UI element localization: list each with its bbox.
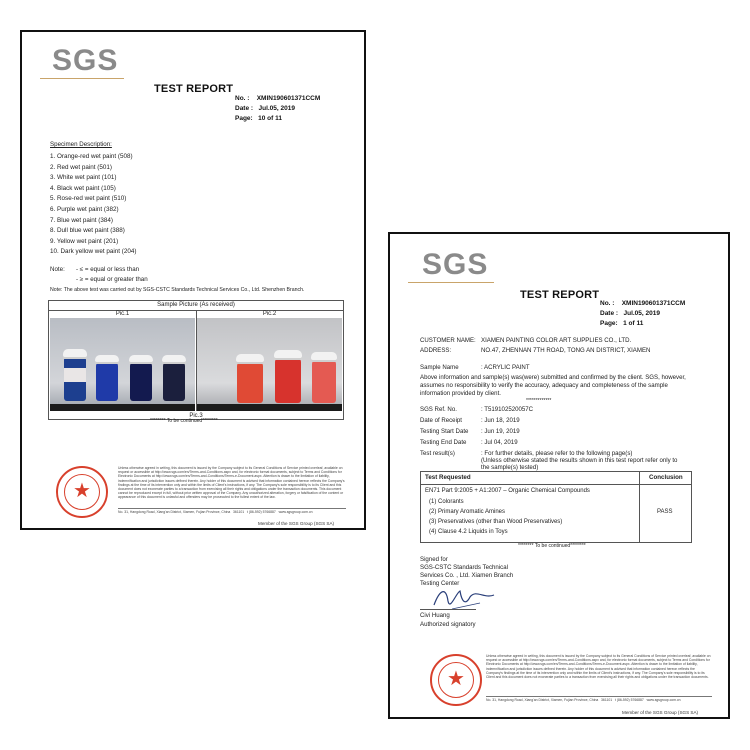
- end-value: : Jul 04, 2019: [481, 439, 518, 446]
- report-title: TEST REPORT: [154, 83, 234, 95]
- paint-jar: [275, 358, 301, 403]
- signature-line: [420, 609, 476, 610]
- table-row: EN71 Part 9:2005 + A1:2007 – Organic Chemical Compounds: [425, 488, 590, 494]
- list-item: 1. Orange-red wet paint (508): [50, 153, 133, 160]
- report-page: Page: 1 of 11: [600, 320, 644, 327]
- signed-line: Signed for: [420, 556, 448, 563]
- table-row: (2) Primary Aromatic Amines: [429, 509, 506, 515]
- address-value: NO.47, ZHENNAN 7TH ROAD, TONG AN DISTRICT, XIAMEN: [481, 347, 651, 354]
- list-item: 7. Blue wet paint (384): [50, 216, 114, 224]
- report-date: Date : Jul.05, 2019: [235, 105, 295, 112]
- star-icon: ★: [73, 480, 91, 502]
- report-page: Page: 10 of 11: [235, 115, 282, 122]
- list-item: 3. White wet paint (101): [50, 174, 117, 182]
- result-label: Test result(s): [420, 450, 455, 457]
- col-conclusion: Conclusion: [649, 474, 683, 481]
- continued-text: ******** To be continued********: [150, 418, 218, 424]
- result-line: the sample(s) tested): [481, 464, 539, 471]
- sample-picture-table: [48, 300, 344, 420]
- list-item: 6. Purple wet paint (382): [50, 205, 119, 213]
- ref-value: : T519102520057C: [481, 406, 534, 413]
- signer-title: Authorized signatory: [420, 621, 476, 628]
- paint-jar: [163, 362, 185, 401]
- disclaimer-line: Above information and sample(s) was(were) submitted and confirmed by the client. SGS, however,: [420, 374, 686, 381]
- paint-jar: [312, 360, 336, 403]
- footer-member: Member of the SGS Group (SGS SA): [622, 710, 699, 715]
- signer-name: Civi Huang: [420, 612, 450, 619]
- start-value: : Jun 19, 2019: [481, 428, 520, 435]
- pic2-label: Pic.2: [262, 311, 277, 317]
- paint-jar: [96, 362, 118, 401]
- stars-separator: *************: [526, 398, 552, 404]
- specimen-list: [50, 152, 136, 258]
- ruler: [197, 404, 342, 411]
- test-results-table: [420, 471, 692, 543]
- note-text: Note: The above test was carried out by SGS-CSTC Standards Technical Services Co., Ltd. Shenzhen Branch.: [50, 287, 305, 293]
- receipt-value: : Jun 18, 2019: [481, 417, 520, 424]
- table-row: (4) Clause 4.2 Liquids in Toys: [429, 529, 508, 535]
- address-label: ADDRESS:: [420, 347, 452, 354]
- report-date: Date : Jul.05, 2019: [600, 310, 660, 317]
- continued-text: ******** To be continued********: [518, 543, 586, 549]
- ref-label: SGS Ref. No.: [420, 406, 457, 413]
- sgs-logo: SGS: [422, 248, 489, 281]
- conclusion-value: PASS: [657, 509, 673, 515]
- footer-member: Member of the SGS Group (SGS SA): [258, 521, 335, 526]
- terms-fineprint: Unless otherwise agreed in writing, this document is issued by the Company subject to its General Conditions of Service printed overleaf, available on request or accessible at http://www.sgs.com/en/Terms-and-Conditions.aspx and, for electronic format documents, subject to Terms and Conditions for Electronic Documents at http://www.sgs.com/en/Terms-and-Conditions/Terms-e-Document.aspx. Attention is drawn to the limitation of liability, indemnification and jurisdiction issues defined therein. Any holder of this document is advised that information contained hereon reflects the Company's findings at the time of its intervention only and within the limits of Client's instructions, if any. The Company's sole responsibility is to its Client and this document does not exonerate parties to a transaction from exercising all their rights and obligations under the transaction documents.: [486, 654, 711, 680]
- sample-photo-1: [50, 318, 195, 411]
- signed-line: SGS-CSTC Standards Technical: [420, 564, 508, 571]
- star-icon: ★: [447, 668, 465, 690]
- table-row: (1) Colorants: [429, 499, 464, 505]
- paint-jar: [237, 362, 263, 403]
- footer-rule: [118, 508, 346, 509]
- customer-label: CUSTOMER NAME:: [420, 337, 476, 344]
- terms-fineprint: Unless otherwise agreed in writing, this document is issued by the Company subject to its General Conditions of Service printed overleaf, available on request or accessible at http://www.sgs.com/en/Terms-and-Conditions.aspx and, for electronic format documents, subject to Terms and Conditions for Electronic Documents at http://www.sgs.com/en/Terms-and-Conditions/Terms-e-Document.aspx. Attention is drawn to the limitation of liability, indemnification and jurisdiction issues defined therein. Any holder of this document is advised that information contained hereon reflects the Company's findings at the time of its intervention only and within the limits of Client's instructions, if any. The Company's sole responsibility is to its Client and this document does not exonerate parties to a transaction from exercising all their rights and obligations under the transaction documents. This document cannot be reproduced except in full, without prior written approval of the Company. Any unauthorized alteration, forgery or falsification of the content or appearance of this document is unlawful and offenders may be prosecuted to the fullest extent of the law.: [118, 466, 345, 500]
- report-number: No. : XMIN190601371CCM: [235, 95, 321, 102]
- list-item: 5. Rose-red wet paint (510): [50, 195, 127, 203]
- list-item: 9. Yellow wet paint (201): [50, 237, 119, 245]
- signed-line: Testing Center: [420, 580, 460, 587]
- list-item: 10. Dark yellow wet paint (204): [50, 248, 137, 256]
- disclaimer-line: assumes no responsibility to verify the accuracy, adequacy and completeness of the sample: [420, 382, 668, 389]
- result-line: (Unless otherwise stated the results shown in this test report refer only to: [481, 457, 678, 464]
- pic3-label: Pic.3: [189, 413, 203, 419]
- receipt-label: Date of Receipt: [420, 417, 463, 424]
- footer-rule: [486, 696, 712, 697]
- footer-address: No. 31, Hangdong Road, Xiang'an District, Xiamen, Fujian Province, China 361101 t (86-592) 5766887 www.sgsgroup.com.cn: [118, 510, 313, 514]
- ruler: [50, 404, 195, 411]
- signed-line: Services Co. , Ltd. Xiamen Branch: [420, 572, 514, 579]
- sample-name-value: : ACRYLIC PAINT: [481, 364, 530, 371]
- end-label: Testing End Date: [420, 439, 467, 446]
- table-divider: [639, 472, 640, 542]
- note-item: - ≥ = equal or greater than: [76, 276, 148, 283]
- report-page-1: [388, 232, 730, 719]
- list-item: 2. Red wet paint (501): [50, 163, 112, 171]
- specimen-heading: Specimen Description:: [50, 141, 112, 148]
- logo-underline: [40, 78, 124, 79]
- sgs-logo: SGS: [52, 44, 119, 77]
- sample-name-label: Sample Name: [420, 364, 459, 371]
- note-label: Note:: [50, 266, 65, 273]
- list-item: 4. Black wet paint (105): [50, 184, 116, 192]
- list-item: 8. Dull blue wet paint (388): [50, 227, 125, 235]
- sample-photo-2: [197, 318, 342, 411]
- report-page-10: [20, 30, 366, 530]
- result-line: : For further details, please refer to the following page(s): [481, 450, 633, 457]
- report-title: TEST REPORT: [520, 289, 600, 301]
- col-test-requested: Test Requested: [425, 474, 471, 481]
- start-label: Testing Start Date: [420, 428, 469, 435]
- customer-value: XIAMEN PAINTING COLOR ART SUPPLIES CO., LTD.: [481, 337, 632, 344]
- note-item: - ≤ = equal or less than: [76, 266, 140, 273]
- pic1-label: Pic.1: [115, 311, 130, 317]
- logo-underline: [408, 282, 494, 283]
- sgs-seal: [56, 466, 108, 518]
- sample-picture-header: Sample Picture (As received): [49, 301, 343, 311]
- report-number: No. : XMIN190601371CCM: [600, 300, 686, 307]
- table-header: [421, 472, 691, 485]
- footer-address: No. 31, Hangdong Road, Xiang'an District, Xiamen, Fujian Province, China 361101 t (86-592) 5766887 www.sgsgroup.com.cn: [486, 698, 681, 702]
- sgs-seal: [430, 654, 482, 706]
- paint-jar: [130, 362, 152, 401]
- table-row: (3) Preservatives (other than Wood Preservatives): [429, 519, 563, 525]
- disclaimer-line: information provided by client.: [420, 390, 501, 397]
